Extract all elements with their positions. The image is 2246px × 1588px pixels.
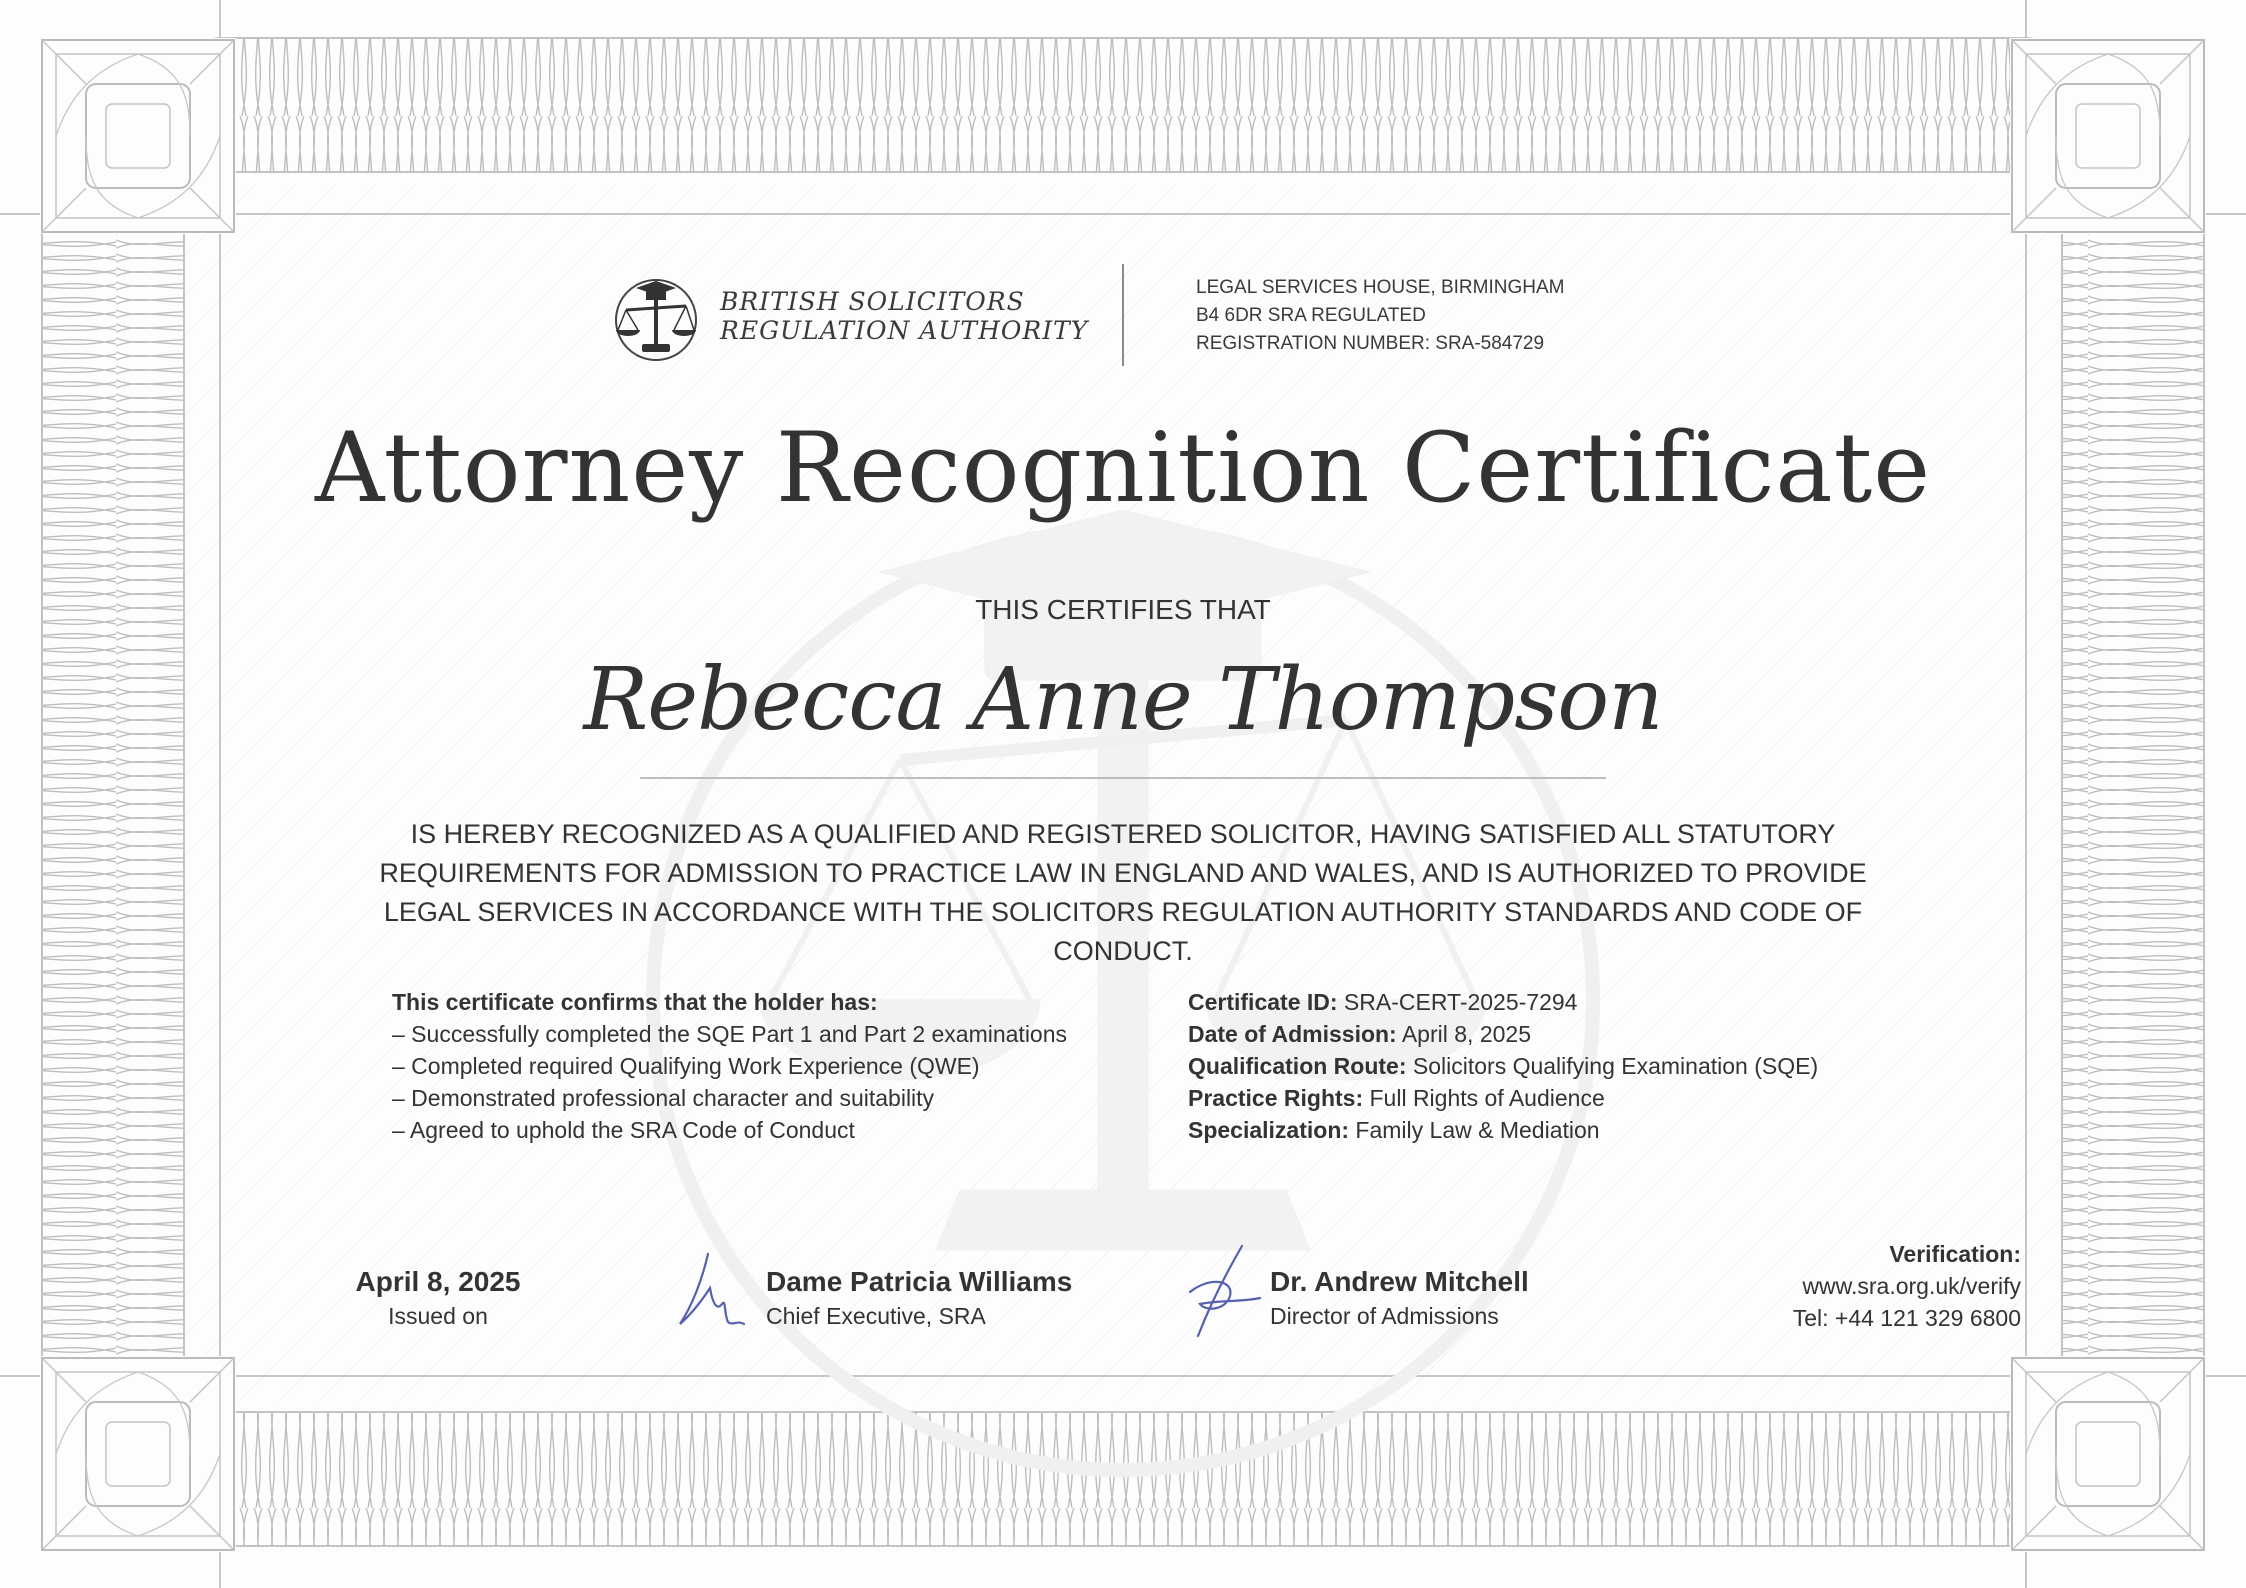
corner-ornament-bottom-right	[2010, 1356, 2206, 1552]
detail-value: Full Rights of Audience	[1363, 1085, 1605, 1111]
organization-address	[1196, 274, 1564, 358]
signatory-name: Dame Patricia Williams	[766, 1266, 1073, 1297]
detail-label: Specialization:	[1188, 1117, 1350, 1143]
detail-value: April 8, 2025	[1396, 1021, 1531, 1047]
corner-ornament-top-left	[40, 38, 236, 234]
signatory-name: Dr. Andrew Mitchell	[1270, 1266, 1529, 1297]
detail-specialization	[1188, 1114, 1818, 1146]
verification-phone: Tel: +44 121 329 6800	[1792, 1305, 2021, 1331]
detail-label: Date of Admission:	[1188, 1021, 1397, 1047]
issued-date: April 8, 2025	[355, 1266, 521, 1297]
organization-name-line-1: BRITISH SOLICITORS	[720, 287, 1025, 316]
address-line-1: LEGAL SERVICES HOUSE, BIRMINGHAM	[1196, 277, 1565, 298]
list-item: – Agreed to uphold the SRA Code of Conduct	[392, 1117, 855, 1143]
detail-value: Family Law & Mediation	[1349, 1117, 1600, 1143]
certifies-label: THIS CERTIFIES THAT	[975, 594, 1271, 625]
detail-qualification-route	[1188, 1050, 1818, 1082]
detail-label: Practice Rights:	[1188, 1085, 1364, 1111]
corner-ornament-top-right	[2010, 38, 2206, 234]
issued-block	[338, 1264, 538, 1332]
detail-value: Solicitors Qualifying Examination (SQE)	[1406, 1053, 1819, 1079]
detail-date-of-admission	[1188, 1018, 1818, 1050]
detail-label: Qualification Route:	[1188, 1053, 1407, 1079]
address-line-2: B4 6DR SRA REGULATED	[1196, 305, 1426, 326]
list-item: – Demonstrated professional character and suitability	[392, 1085, 935, 1111]
certificate-details	[1188, 986, 1818, 1146]
list-item: – Completed required Qualifying Work Experience (QWE)	[392, 1053, 980, 1079]
verification-block	[1793, 1238, 2021, 1334]
confirmations-heading: This certificate confirms that the holder has:	[392, 989, 878, 1015]
certificate-title: Attorney Recognition Certificate	[315, 412, 1931, 524]
recipient-name: Rebecca Anne Thompson	[583, 650, 1663, 750]
organization-name-line-2: REGULATION AUTHORITY	[720, 316, 1089, 345]
signatory-1	[766, 1264, 1072, 1332]
list-item: – Successfully completed the SQE Part 1 and Part 2 examinations	[392, 1021, 1068, 1047]
verification-heading: Verification:	[1889, 1241, 2021, 1267]
signature-mark-2	[1180, 1240, 1264, 1340]
signatory-role: Chief Executive, SRA	[766, 1303, 986, 1329]
signatory-2	[1270, 1264, 1529, 1332]
detail-practice-rights	[1188, 1082, 1818, 1114]
confirmations-list	[392, 986, 1067, 1146]
corner-ornament-bottom-left	[40, 1356, 236, 1552]
address-line-3: REGISTRATION NUMBER: SRA-584729	[1196, 333, 1545, 354]
detail-certificate-id	[1188, 986, 1818, 1018]
issued-label: Issued on	[388, 1303, 488, 1329]
verification-url[interactable]: www.sra.org.uk/verify	[1802, 1273, 2021, 1299]
detail-label: Certificate ID:	[1188, 989, 1338, 1015]
detail-value: SRA-CERT-2025-7294	[1337, 989, 1578, 1015]
recognition-statement: IS HEREBY RECOGNIZED AS A QUALIFIED AND REGISTERED SOLICITOR, HAVING SATISFIED ALL STATUTORY REQUIREMENTS FOR ADMISSION TO PRACTICE LAW IN ENGLAND AND WALES, AND IS AUTHORIZED TO PROVIDE LEGAL SERVICES IN ACCORDANCE WITH THE SOLICITORS REGULATION AUTHORITY STANDARDS AND CODE OF CONDUCT.	[379, 819, 1867, 966]
signatory-role: Director of Admissions	[1270, 1303, 1499, 1329]
scales-of-justice-mortarboard-icon	[608, 272, 704, 362]
signature-mark-1	[672, 1250, 756, 1330]
organization-name	[720, 287, 1088, 345]
